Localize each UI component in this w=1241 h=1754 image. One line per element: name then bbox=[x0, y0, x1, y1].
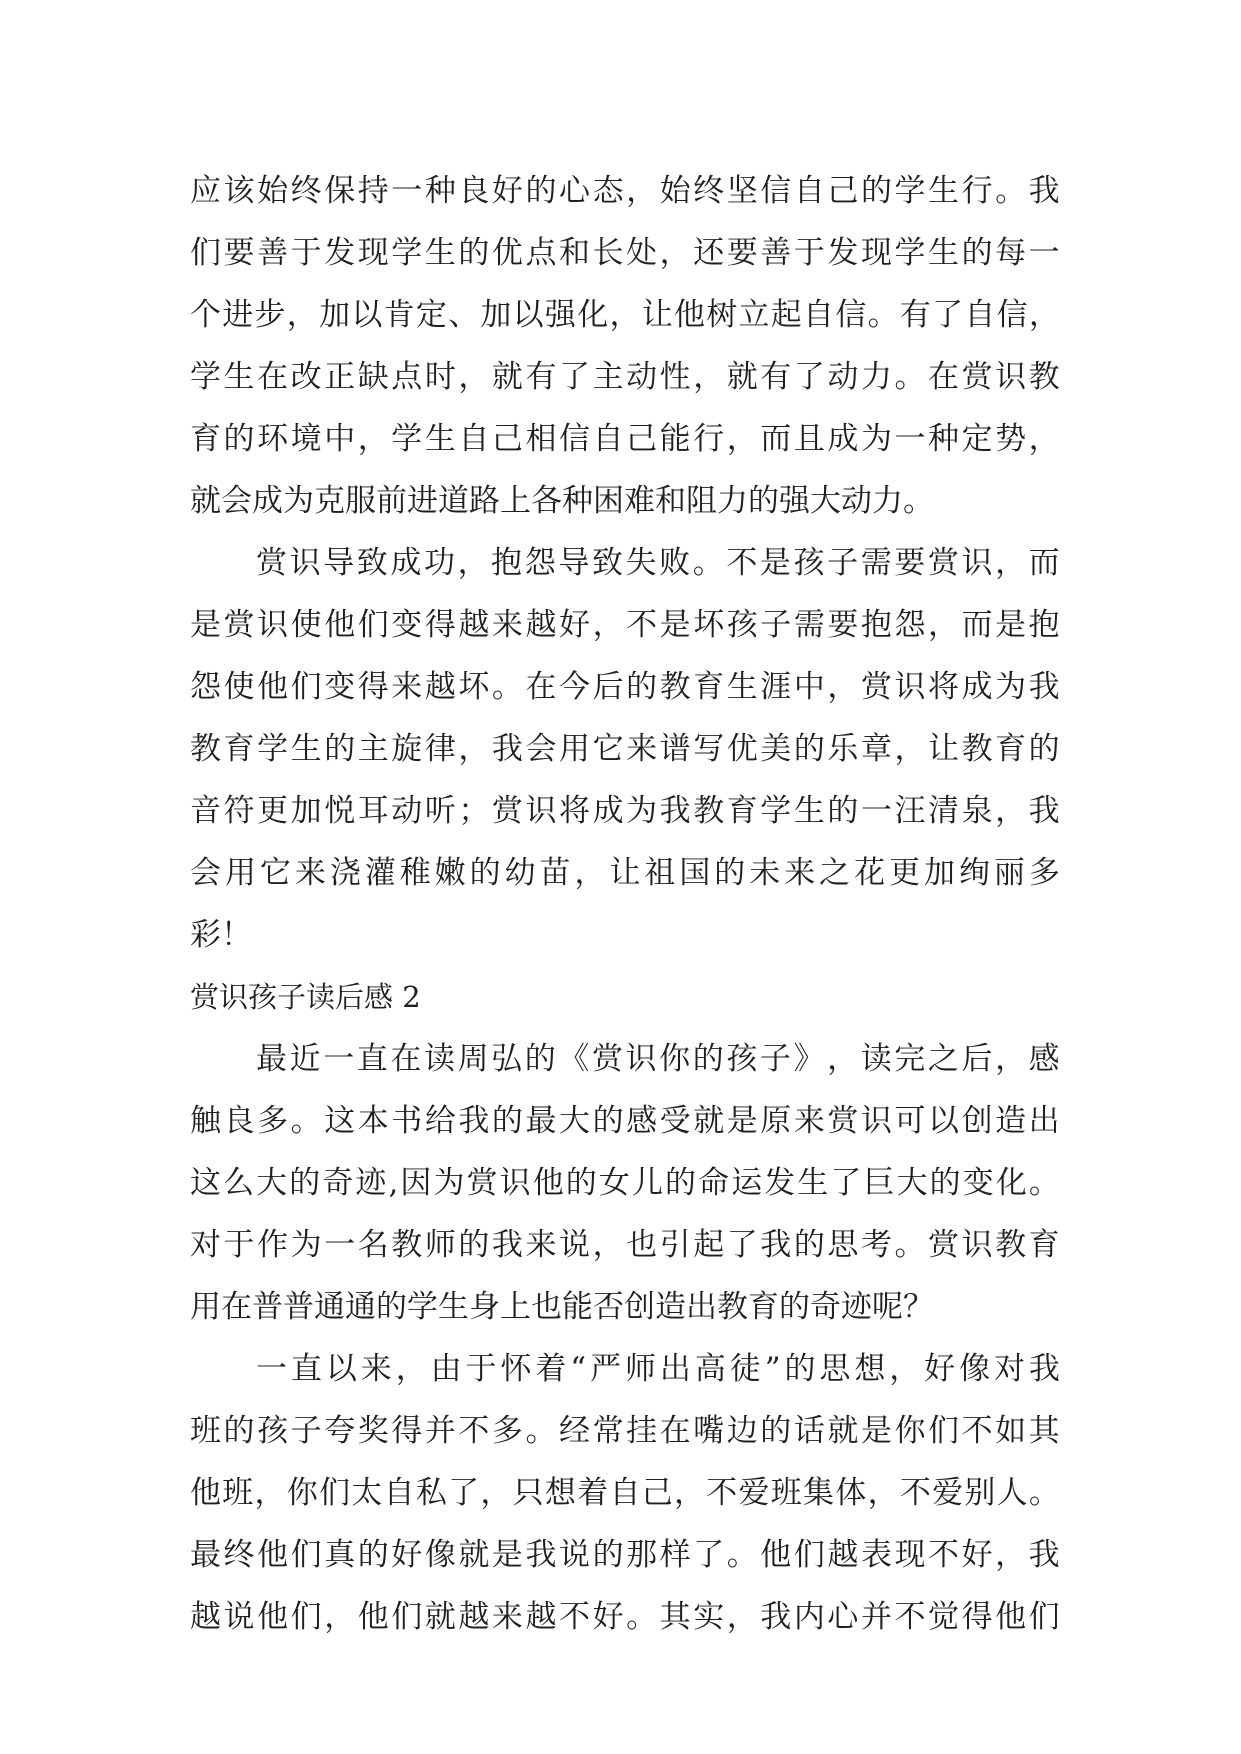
paragraph-line: 彩！ bbox=[190, 917, 252, 953]
paragraph-line: 音 符 更 加 悦 耳 动 听 ； 赏 识 将 成 为 我 教 育 学 生 的 一 汪 清 泉 ， 我 bbox=[190, 793, 1060, 829]
paragraph-line: 怨 使 他 们 变 得 来 越 坏 。 在 今 后 的 教 育 生 涯 中 ， 赏 识 将 成 为 我 bbox=[190, 669, 1060, 705]
paragraph-line: 就会成为克服前进道路上各种困难和阻力的强大动力。 bbox=[190, 483, 934, 519]
paragraph-line: 这 么 大 的 奇 迹 , 因 为 赏 识 他 的 女 儿 的 命 运 发 生 了 巨 大 的 变 化 。 bbox=[190, 1165, 1060, 1201]
paragraph-line: 个 进 步 ， 加 以 肯 定 、 加 以 强 化 ， 让 他 树 立 起 自 信 。 有 了 自 信 ， bbox=[190, 297, 1060, 333]
document-body bbox=[190, 160, 1060, 1648]
paragraph-line: 他 班 ， 你 们 太 自 私 了 ， 只 想 着 自 己 ， 不 爱 班 集 体 ， 不 爱 别 人 。 bbox=[190, 1475, 1060, 1511]
paragraph-line: 越 说 他 们 ， 他 们 就 越 来 越 不 好 。 其 实 ， 我 内 心 并 不 觉 得 他 们 bbox=[190, 1599, 1060, 1635]
paragraph-line: 是 赏 识 使 他 们 变 得 越 来 越 好 ， 不 是 坏 孩 子 需 要 抱 怨 ， 而 是 抱 bbox=[190, 607, 1060, 643]
paragraph-first-line: 一 直 以 来 ， 由 于 怀 着 “ 严 师 出 高 徒 ” 的 思 想 ， 好 像 对 我 bbox=[256, 1351, 1060, 1387]
paragraph-line: 最 终 他 们 真 的 好 像 就 是 我 说 的 那 样 了 。 他 们 越 表 现 不 好 ， 我 bbox=[190, 1537, 1060, 1573]
paragraph-line: 用在普普通通的学生身上也能否创造出教育的奇迹呢？ bbox=[190, 1289, 934, 1325]
section-heading: 赏识孩子读后感 2 bbox=[190, 980, 421, 1014]
paragraph-line: 们 要 善 于 发 现 学 生 的 优 点 和 长 处 ， 还 要 善 于 发 现 学 生 的 每 一 bbox=[190, 235, 1060, 271]
paragraph-line: 学 生 在 改 正 缺 点 时 ， 就 有 了 主 动 性 ， 就 有 了 动 力 。 在 赏 识 教 bbox=[190, 359, 1060, 395]
paragraph-first-line: 赏 识 导 致 成 功 ， 抱 怨 导 致 失 败 。 不 是 孩 子 需 要 赏 识 ， 而 bbox=[256, 545, 1060, 581]
paragraph-line: 触 良 多 。 这 本 书 给 我 的 最 大 的 感 受 就 是 原 来 赏 识 可 以 创 造 出 bbox=[190, 1103, 1060, 1139]
paragraph-line: 应 该 始 终 保 持 一 种 良 好 的 心 态 ， 始 终 坚 信 自 己 的 学 生 行 。 我 bbox=[190, 173, 1060, 209]
paragraph-first-line: 最 近 一 直 在 读 周 弘 的 《 赏 识 你 的 孩 子 》 ， 读 完 之 后 ， 感 bbox=[256, 1041, 1060, 1077]
paragraph-line: 对 于 作 为 一 名 教 师 的 我 来 说 ， 也 引 起 了 我 的 思 考 。 赏 识 教 育 bbox=[190, 1227, 1060, 1263]
paragraph-line: 育 的 环 境 中 ， 学 生 自 己 相 信 自 己 能 行 ， 而 且 成 为 一 种 定 势 ， bbox=[190, 421, 1060, 457]
paragraph-line: 会 用 它 来 浇 灌 稚 嫩 的 幼 苗 ， 让 祖 国 的 未 来 之 花 更 加 绚 丽 多 bbox=[190, 855, 1060, 891]
paragraph-line: 教 育 学 生 的 主 旋 律 ， 我 会 用 它 来 谱 写 优 美 的 乐 章 ， 让 教 育 的 bbox=[190, 731, 1060, 767]
paragraph-line: 班 的 孩 子 夸 奖 得 并 不 多 。 经 常 挂 在 嘴 边 的 话 就 是 你 们 不 如 其 bbox=[190, 1413, 1060, 1449]
